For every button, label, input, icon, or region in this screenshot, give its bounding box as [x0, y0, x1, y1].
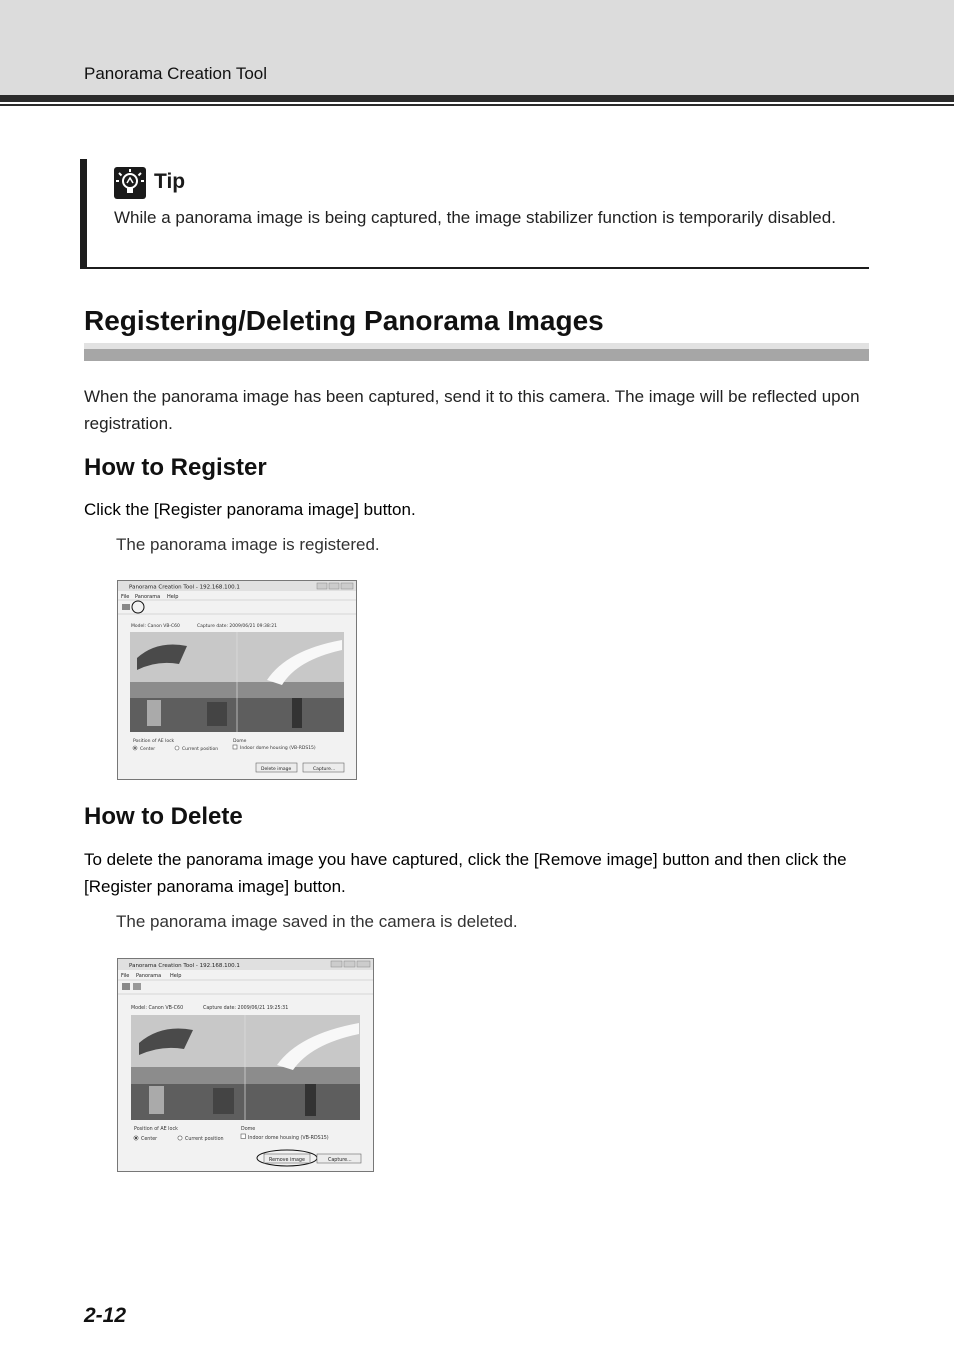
ae-lock-label: Position of AE lock	[133, 739, 175, 744]
header-rule-thick	[0, 95, 954, 102]
center-label: Center	[140, 747, 156, 752]
section-title: Registering/Deleting Panorama Images	[84, 305, 604, 336]
dome-option-label: Indoor dome housing (VB-RDS15)	[248, 1136, 329, 1141]
current-position-radio[interactable]	[178, 1136, 182, 1140]
model-label: Model: Canon VB-C60	[131, 1006, 184, 1011]
delete-step: To delete the panorama image you have captured, click the [Remove image] button and then click the [Register panorama image] button.	[84, 850, 847, 896]
current-position-label: Current position	[182, 747, 219, 752]
lightbulb-icon	[114, 167, 146, 199]
dome-checkbox[interactable]	[241, 1134, 246, 1139]
capture-label: Capture...	[328, 1158, 352, 1163]
maximize-button[interactable]	[344, 961, 355, 967]
menu-help[interactable]: Help	[167, 594, 179, 600]
panorama-preview	[130, 632, 344, 732]
window-title: Panorama Creation Tool - 192.168.100.1	[129, 963, 240, 969]
dome-option-label: Indoor dome housing (VB-RDS15)	[240, 746, 316, 751]
menu-help[interactable]: Help	[170, 973, 182, 979]
tip-title: Tip	[154, 170, 186, 193]
delete-result: The panorama image saved in the camera is deleted.	[116, 912, 518, 931]
dome-checkbox[interactable]	[233, 745, 237, 749]
menu-file[interactable]: File	[121, 594, 130, 600]
model-label: Model: Canon VB-C60	[131, 624, 180, 629]
minimize-button[interactable]	[317, 583, 327, 589]
tip-bottom-rule	[80, 267, 869, 269]
window-title: Panorama Creation Tool - 192.168.100.1	[129, 584, 240, 591]
register-heading: How to Register	[84, 454, 267, 481]
menu-panorama[interactable]: Panorama	[135, 594, 161, 600]
running-header: Panorama Creation Tool	[84, 64, 268, 83]
toolbar-icon[interactable]	[122, 983, 130, 990]
panorama-preview	[131, 1015, 360, 1120]
tip-text: While a panorama image is being captured, the image stabilizer function is temporarily disabled.	[114, 208, 836, 227]
current-position-radio[interactable]	[175, 746, 179, 750]
capture-date-label: Capture date: 2009/06/21 19:25:31	[203, 1006, 289, 1011]
tip-box	[80, 159, 869, 269]
register-result: The panorama image is registered.	[116, 535, 380, 554]
delete-image-label: Delete image	[261, 767, 292, 772]
capture-date-label: Capture date: 2009/06/21 09:38:21	[197, 624, 277, 629]
current-position-label: Current position	[185, 1137, 224, 1142]
close-button[interactable]	[341, 583, 353, 589]
delete-heading: How to Delete	[84, 803, 243, 830]
menu-panorama[interactable]: Panorama	[136, 973, 162, 979]
tip-left-bar	[80, 159, 87, 269]
register-screenshot	[117, 580, 357, 780]
center-label: Center	[141, 1137, 158, 1142]
register-step: Click the [Register panorama image] button.	[84, 500, 416, 519]
menu-file[interactable]: File	[121, 973, 130, 979]
ae-lock-label: Position of AE lock	[134, 1127, 178, 1132]
delete-screenshot	[117, 958, 374, 1172]
remove-image-label: Remove image	[269, 1158, 305, 1163]
maximize-button[interactable]	[329, 583, 339, 589]
dome-label: Dome	[241, 1127, 256, 1132]
page-number: 2-12	[84, 1304, 127, 1327]
close-button[interactable]	[357, 961, 370, 967]
toolbar-icon[interactable]	[122, 604, 130, 610]
dome-label: Dome	[233, 739, 247, 744]
capture-label: Capture...	[313, 767, 336, 772]
minimize-button[interactable]	[331, 961, 342, 967]
section-title-band-dark	[84, 349, 869, 361]
header-rule-thin	[0, 104, 954, 106]
register-toolbar-button[interactable]	[133, 983, 141, 990]
section-intro: When the panorama image has been captured, send it to this camera. The image will be reflected upon registration.	[84, 387, 860, 433]
